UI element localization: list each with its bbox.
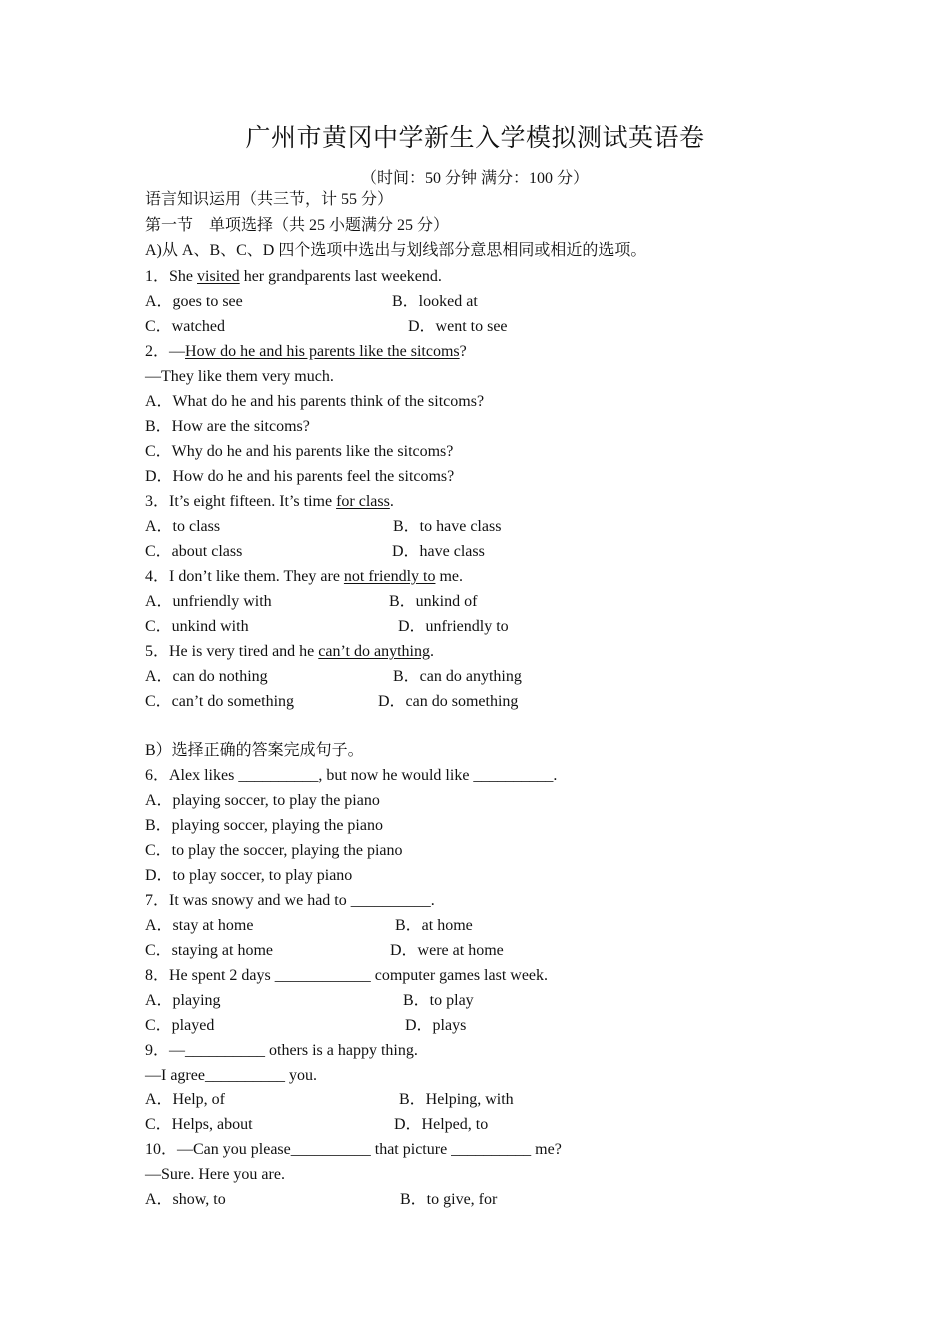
question-text: 5．He is very tired and he (145, 643, 319, 660)
option-d: D．Helped, to (394, 1116, 489, 1133)
option-a: A．goes to see (145, 293, 243, 310)
question-text: 1．She (145, 268, 198, 285)
option-c: C．Why do he and his parents like the sitcoms? (145, 443, 454, 460)
question-text: 2．— (145, 343, 186, 360)
option-b: B．looked at (392, 293, 478, 310)
option-b: B．Helping, with (399, 1091, 514, 1108)
option-c: C．watched (145, 318, 225, 335)
option-a: A．Help, of (145, 1091, 225, 1108)
question-text: . (429, 643, 434, 660)
option-a: A．can do nothing (145, 668, 268, 685)
question-8: 8．He spent 2 days ____________ computer games last week. (145, 967, 549, 984)
section-heading: 语言知识运用（共三节，计 55 分） (145, 191, 394, 208)
option-b: B．at home (395, 917, 473, 934)
option-b: B．can do anything (393, 668, 522, 685)
option-c: C．staying at home (145, 942, 273, 959)
dialogue-reply: —I agree__________ you. (145, 1067, 317, 1084)
option-a: A．playing soccer, to play the piano (145, 792, 380, 809)
option-a: A．playing (145, 992, 221, 1009)
underlined-phrase: How do he and his parents like the sitcoms (185, 343, 460, 360)
question-2 (145, 342, 467, 362)
question-6: 6．Alex likes __________, but now he would like __________. (145, 767, 558, 784)
option-c: C．unkind with (145, 618, 249, 635)
subsection-heading: 第一节 单项选择（共 25 小题满分 25 分） (145, 217, 450, 234)
exam-info: （时间：50 分钟 满分：100 分） (360, 170, 589, 187)
option-d: D．have class (392, 543, 485, 560)
underlined-phrase: visited (197, 268, 240, 285)
underlined-phrase: can’t do anything (318, 643, 430, 660)
option-d: D．How do he and his parents feel the sitcoms? (145, 468, 455, 485)
option-b: B．to play (403, 992, 474, 1009)
option-d: D．unfriendly to (398, 618, 509, 635)
option-d: D．went to see (408, 318, 508, 335)
question-9: 9．—__________ others is a happy thing. (145, 1042, 418, 1059)
dialogue-reply: —They like them very much. (145, 368, 334, 385)
question-text: her grandparents last weekend. (239, 268, 442, 285)
question-text: . (389, 493, 394, 510)
option-a: A．stay at home (145, 917, 254, 934)
option-a: A．show, to (145, 1191, 226, 1208)
underlined-phrase: for class (336, 493, 390, 510)
option-b: B．to give, for (400, 1191, 498, 1208)
question-text: 4．I don’t like them. They are (145, 568, 344, 585)
question-7: 7．It was snowy and we had to __________. (145, 892, 435, 909)
option-b: B．to have class (393, 518, 502, 535)
option-c: C．to play the soccer, playing the piano (145, 842, 403, 859)
option-c: C．can’t do something (145, 693, 295, 710)
question-5 (145, 642, 434, 662)
option-b: B．unkind of (389, 593, 478, 610)
question-1 (145, 267, 442, 287)
option-c: C．Helps, about (145, 1116, 253, 1133)
option-d: D．can do something (378, 693, 519, 710)
question-10: 10．—Can you please__________ that picture __________ me? (145, 1141, 562, 1158)
option-b: B．How are the sitcoms? (145, 418, 310, 435)
question-3 (145, 492, 394, 512)
part-a-instruction: A)从 A、B、C、D 四个选项中选出与划线部分意思相同或相近的选项。 (145, 242, 647, 259)
question-4 (145, 567, 463, 587)
dialogue-reply: —Sure. Here you are. (145, 1166, 285, 1183)
page-title: 广州市黄冈中学新生入学模拟测试英语卷 (245, 125, 705, 152)
option-a: A．What do he and his parents think of the sitcoms? (145, 393, 485, 410)
option-d: D．plays (405, 1017, 467, 1034)
option-d: D．to play soccer, to play piano (145, 867, 353, 884)
question-text: me. (435, 568, 464, 585)
option-a: A．to class (145, 518, 221, 535)
question-text: 3．It’s eight fifteen. It’s time (145, 493, 337, 510)
underlined-phrase: not friendly to (343, 568, 436, 585)
option-c: C．about class (145, 543, 243, 560)
part-b-instruction: B）选择正确的答案完成句子。 (145, 742, 364, 759)
option-c: C．played (145, 1017, 215, 1034)
question-text: ? (459, 343, 467, 360)
option-a: A．unfriendly with (145, 593, 272, 610)
option-b: B．playing soccer, playing the piano (145, 817, 383, 834)
option-d: D．were at home (390, 942, 504, 959)
